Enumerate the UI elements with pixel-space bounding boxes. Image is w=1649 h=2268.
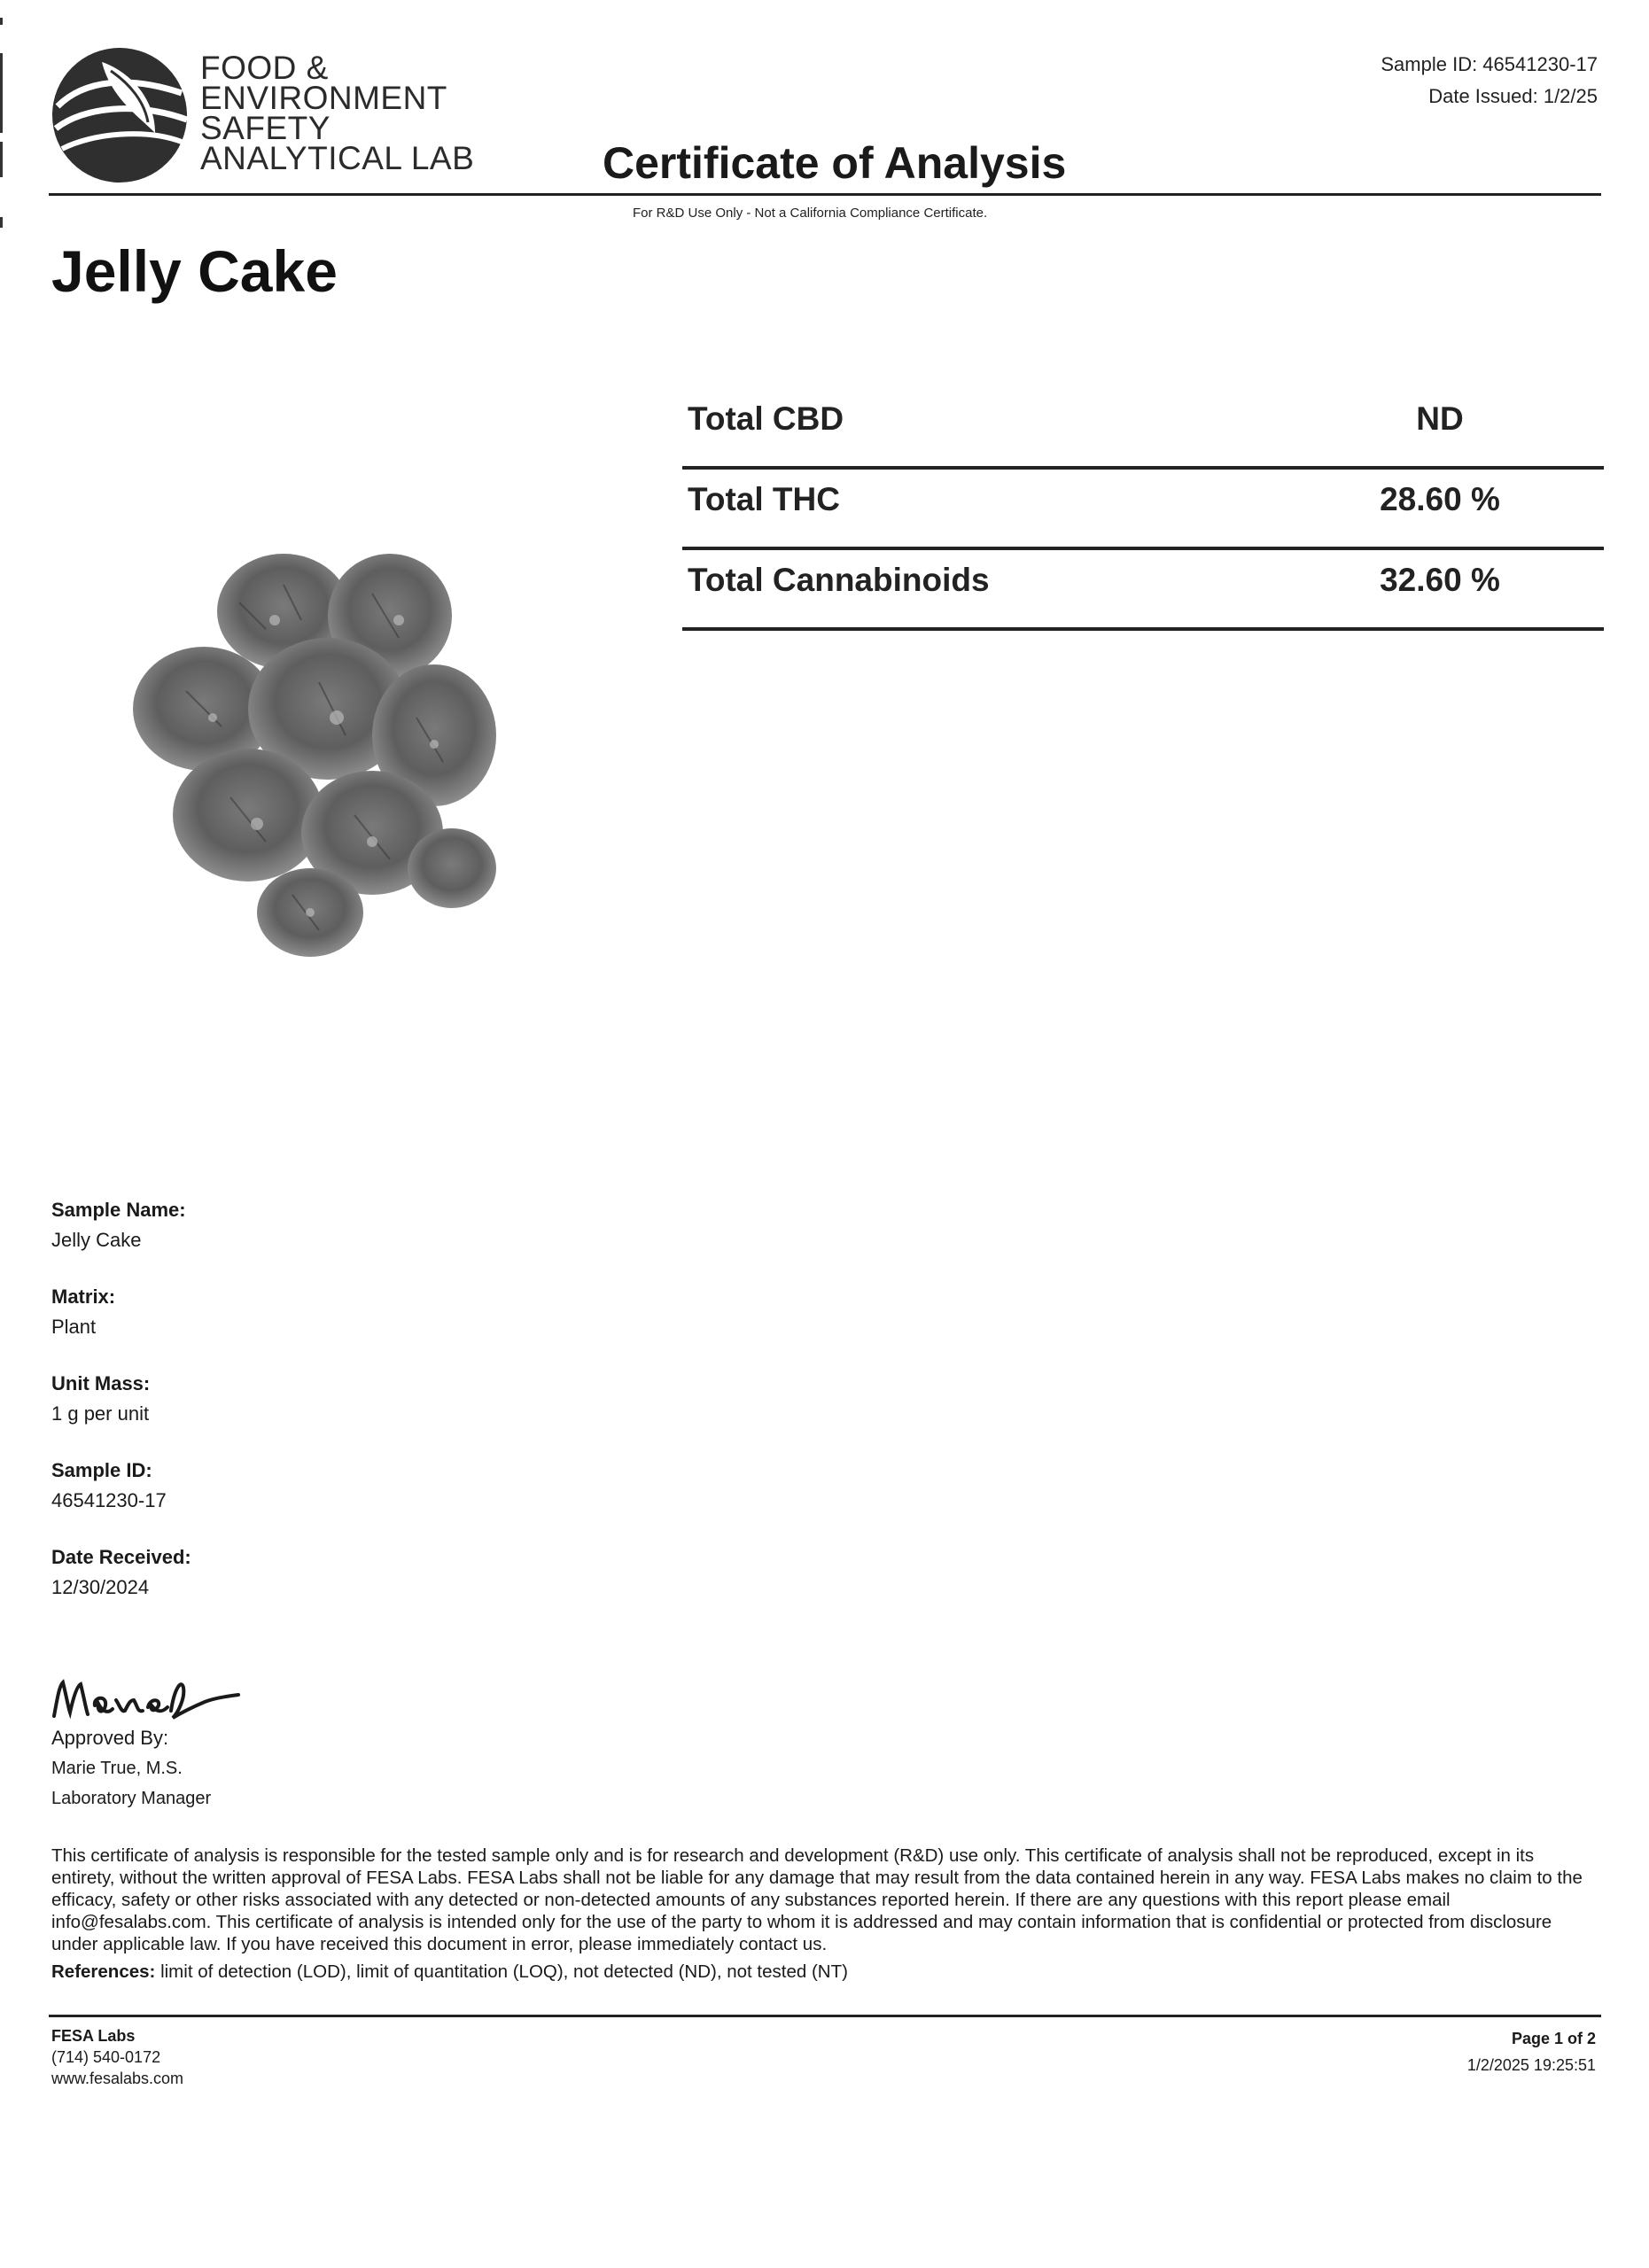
footer-timestamp: 1/2/2025 19:25:51 <box>1466 2056 1596 2074</box>
summary-value: 32.60 % <box>1380 562 1500 598</box>
info-value: 46541230-17 <box>51 1489 167 1511</box>
summary-value: 28.60 % <box>1380 481 1500 517</box>
scan-mark <box>0 18 3 25</box>
info-value: Jelly Cake <box>51 1229 142 1251</box>
approver-role: Laboratory Manager <box>51 1789 212 1808</box>
info-value: 1 g per unit <box>51 1402 150 1425</box>
scan-mark <box>0 217 3 228</box>
info-label: Unit Mass: <box>51 1372 151 1394</box>
approval-block <box>51 1723 211 1814</box>
summary-row <box>682 553 1604 631</box>
summary-row <box>682 392 1604 470</box>
header-date-issued: Date Issued: 1/2/25 <box>1428 85 1598 107</box>
info-item <box>51 1456 672 1517</box>
page-number: Page 1 of 2 <box>1511 2030 1596 2047</box>
footer-company: FESA Labs <box>51 2027 136 2045</box>
approved-by-label: Approved By: <box>51 1727 169 1749</box>
info-label: Date Received: <box>51 1546 191 1568</box>
summary-value: ND <box>1416 400 1464 437</box>
summary-label: Total Cannabinoids <box>688 562 990 598</box>
info-item <box>51 1283 672 1343</box>
document-title: Certificate of Analysis <box>603 138 1067 188</box>
header-sample-id: Sample ID: 46541230-17 <box>1381 53 1598 75</box>
summary-label: Total THC <box>688 481 840 517</box>
footer-phone: (714) 540-0172 <box>51 2048 161 2066</box>
references-label: References: <box>51 1961 156 1982</box>
footer-website: www.fesalabs.com <box>51 2070 184 2087</box>
lab-name: FOOD & ENVIRONMENT SAFETY ANALYTICAL LAB <box>200 50 475 176</box>
signature-icon <box>49 1661 244 1732</box>
info-value: Plant <box>51 1316 97 1338</box>
info-item <box>51 1196 672 1256</box>
disclaimer-text: This certificate of analysis is responsible for the tested sample only and is for research and development (R&D) use only. This certificate of analysis shall not be reproduced, except in its entirety, without the written approval of FESA Labs. FESA Labs shall not be liable for any damage that may result from the data contained herein in any way. FESA Labs makes no claim to the efficacy, safety or other risks associated with any detected or non-detected amounts of any substances reported herein. If there are any questions with this report please email info@fesalabs.com. This certificate of analysis is intended only for the use of the party to whom it is addressed and may contain information that is confidential or protected from disclosure under applicable law. If you have received this document in error, please immediately contact us. <box>51 1845 1583 1954</box>
info-item <box>51 1543 672 1604</box>
info-label: Sample ID: <box>51 1459 152 1481</box>
header-divider <box>49 193 1601 196</box>
info-label: Sample Name: <box>51 1199 186 1221</box>
scan-mark <box>0 142 3 177</box>
header-meta <box>1381 49 1598 113</box>
footer-contact <box>51 2025 183 2089</box>
footer-divider <box>49 2015 1601 2017</box>
footer-page-info <box>1467 2025 1596 2078</box>
rd-use-note: For R&D Use Only - Not a California Compliance Certificate. <box>633 206 988 221</box>
product-name: Jelly Cake <box>51 238 338 304</box>
summary-label: Total CBD <box>688 400 844 437</box>
references-text: limit of detection (LOD), limit of quantitation (LOQ), not detected (ND), not tested (NT) <box>160 1961 848 1982</box>
scan-mark <box>0 53 3 133</box>
summary-row <box>682 472 1604 550</box>
sample-info <box>51 1196 672 1630</box>
fesa-logo-icon <box>49 44 191 186</box>
approver-name: Marie True, M.S. <box>51 1759 183 1778</box>
references <box>51 1961 1602 1983</box>
info-item <box>51 1370 672 1430</box>
cannabinoid-summary <box>682 392 1604 633</box>
product-photo <box>106 532 505 966</box>
info-label: Matrix: <box>51 1285 116 1308</box>
info-value: 12/30/2024 <box>51 1576 150 1598</box>
